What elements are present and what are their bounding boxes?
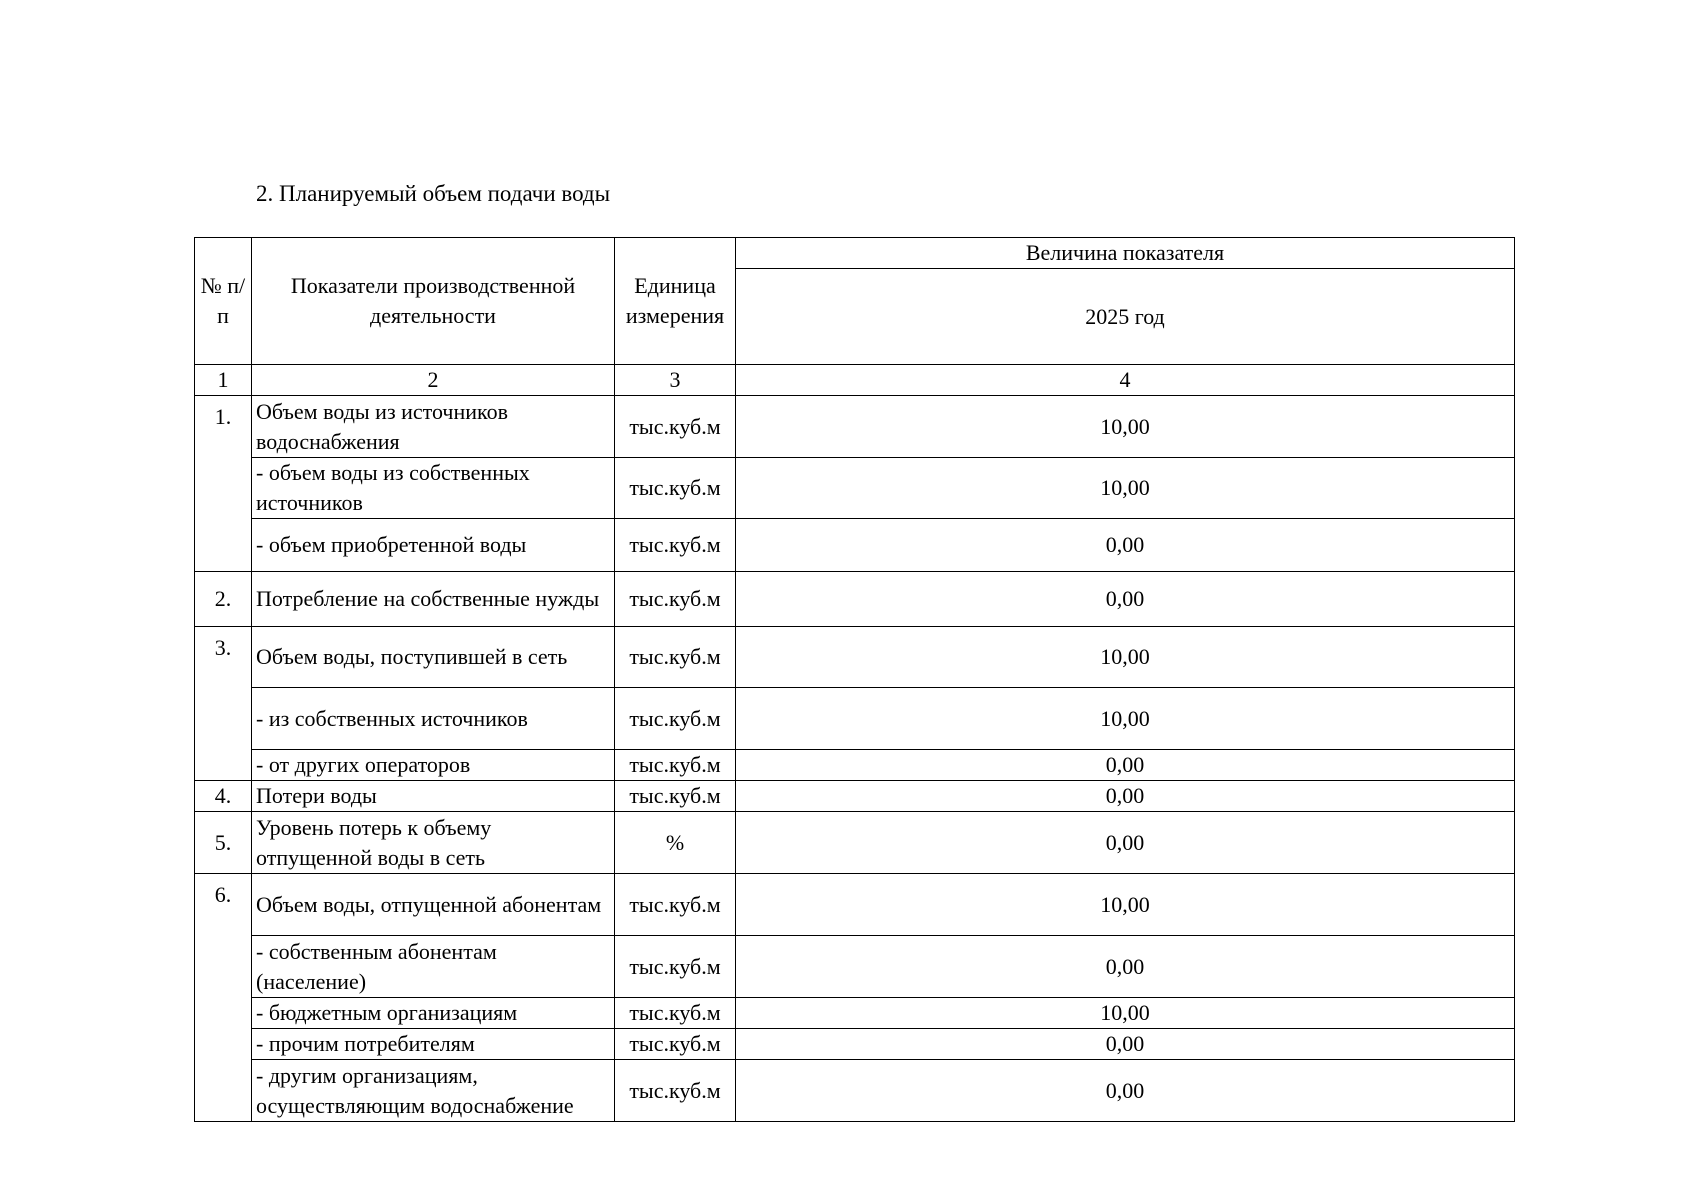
- table-row: [195, 1060, 1515, 1122]
- row-indicator: - прочим потребителям: [252, 1029, 615, 1060]
- row-indicator: Потребление на собственные нужды: [252, 572, 615, 627]
- header-no: № п/п: [195, 238, 252, 365]
- row-value: 10,00: [736, 688, 1515, 750]
- column-number: 2: [252, 365, 615, 396]
- row-unit: тыс.куб.м: [615, 750, 736, 781]
- row-number: 2.: [195, 572, 252, 627]
- table-row: [195, 627, 1515, 688]
- table-row: [195, 519, 1515, 572]
- row-number: 4.: [195, 781, 252, 812]
- table-row: [195, 572, 1515, 627]
- row-indicator: - объем приобретенной воды: [252, 519, 615, 572]
- row-indicator: Потери воды: [252, 781, 615, 812]
- water-supply-table: [194, 237, 1515, 1122]
- table-row: [195, 458, 1515, 519]
- row-unit: тыс.куб.м: [615, 458, 736, 519]
- row-indicator: - из собственных источников: [252, 688, 615, 750]
- table-row: [195, 1029, 1515, 1060]
- header-value-group: Величина показателя: [736, 238, 1515, 269]
- row-indicator: - другим организациям, осуществляющим водоснабжение: [252, 1060, 615, 1122]
- row-value: 10,00: [736, 458, 1515, 519]
- row-indicator: Объем воды из источников водоснабжения: [252, 396, 615, 458]
- table-row: [195, 874, 1515, 936]
- column-numbers-row: [195, 365, 1515, 396]
- table-row: [195, 688, 1515, 750]
- row-value: 0,00: [736, 750, 1515, 781]
- column-number: 3: [615, 365, 736, 396]
- row-unit: тыс.куб.м: [615, 1029, 736, 1060]
- table-row: [195, 936, 1515, 998]
- table-row: [195, 750, 1515, 781]
- section-heading: 2. Планируемый объем подачи воды: [256, 181, 611, 206]
- row-unit: тыс.куб.м: [615, 781, 736, 812]
- row-indicator: Объем воды, отпущенной абонентам: [252, 874, 615, 936]
- header-indicator: Показатели производственной деятельности: [252, 238, 615, 365]
- row-value: 0,00: [736, 572, 1515, 627]
- row-unit: тыс.куб.м: [615, 936, 736, 998]
- row-indicator: Объем воды, поступившей в сеть: [252, 627, 615, 688]
- row-unit: %: [615, 812, 736, 874]
- row-unit: тыс.куб.м: [615, 519, 736, 572]
- row-indicator: - от других операторов: [252, 750, 615, 781]
- row-unit: тыс.куб.м: [615, 998, 736, 1029]
- row-value: 0,00: [736, 1029, 1515, 1060]
- row-indicator: Уровень потерь к объему отпущенной воды в сеть: [252, 812, 615, 874]
- row-unit: тыс.куб.м: [615, 572, 736, 627]
- header-unit: Единица измерения: [615, 238, 736, 365]
- row-value: 10,00: [736, 874, 1515, 936]
- row-unit: тыс.куб.м: [615, 688, 736, 750]
- table-row: [195, 781, 1515, 812]
- row-value: 0,00: [736, 936, 1515, 998]
- row-unit: тыс.куб.м: [615, 874, 736, 936]
- row-unit: тыс.куб.м: [615, 1060, 736, 1122]
- row-value: 0,00: [736, 812, 1515, 874]
- row-value: 10,00: [736, 998, 1515, 1029]
- row-unit: тыс.куб.м: [615, 396, 736, 458]
- row-number: 1.: [195, 396, 252, 572]
- column-number: 1: [195, 365, 252, 396]
- table-row: [195, 812, 1515, 874]
- column-number: 4: [736, 365, 1515, 396]
- row-number: 3.: [195, 627, 252, 781]
- row-value: 0,00: [736, 781, 1515, 812]
- row-indicator: - собственным абонентам (население): [252, 936, 615, 998]
- header-year: 2025 год: [736, 269, 1515, 365]
- row-value: 10,00: [736, 627, 1515, 688]
- row-indicator: - объем воды из собственных источников: [252, 458, 615, 519]
- row-value: 0,00: [736, 519, 1515, 572]
- row-value: 10,00: [736, 396, 1515, 458]
- row-indicator: - бюджетным организациям: [252, 998, 615, 1029]
- table-row: [195, 998, 1515, 1029]
- row-number: 5.: [195, 812, 252, 874]
- row-value: 0,00: [736, 1060, 1515, 1122]
- row-unit: тыс.куб.м: [615, 627, 736, 688]
- table-row: [195, 396, 1515, 458]
- row-number: 6.: [195, 874, 252, 1122]
